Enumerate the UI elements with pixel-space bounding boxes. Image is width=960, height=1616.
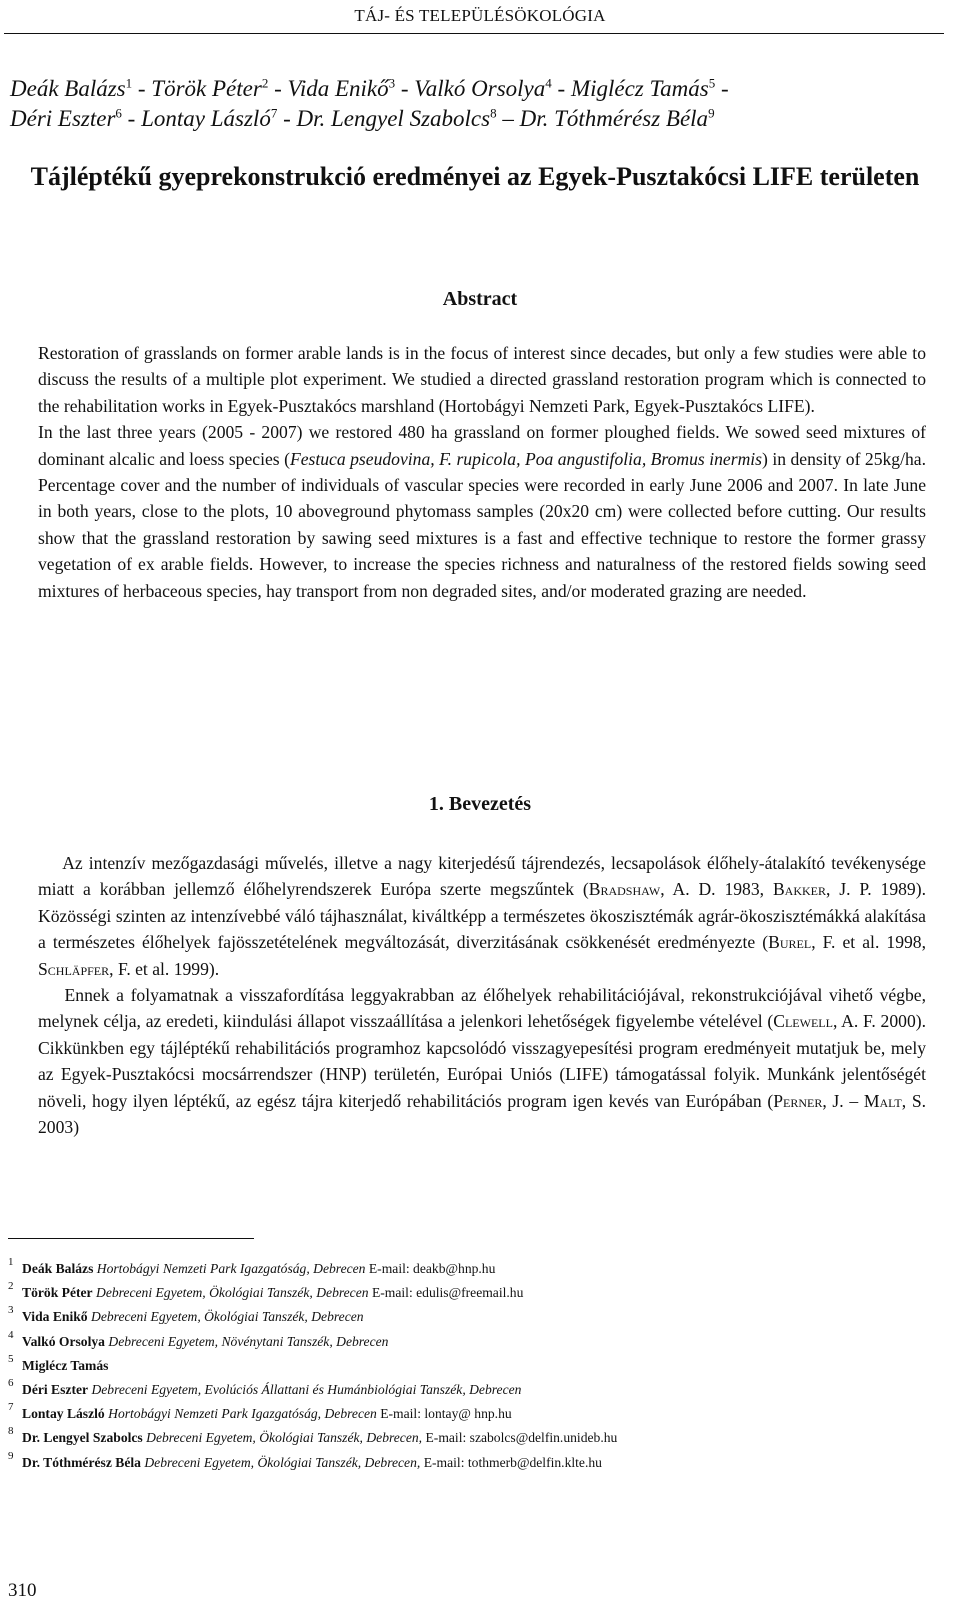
footnote: 7 Lontay László Hortobágyi Nemzeti Park Igazgatóság, Debrecen E-mail: lontay@ hnp.hu (8, 1401, 512, 1422)
footnotes (8, 1257, 908, 1475)
running-head: TÁJ- ÉS TELEPÜLÉSÖKOLÓGIA (354, 6, 606, 25)
citation-author: Bakker (772, 879, 827, 900)
footnote: 2 Török Péter Debreceni Egyetem, Ökológiai Tanszék, Debrecen E-mail: edulis@freemail.hu (8, 1280, 524, 1301)
author: Déri Eszter$^6$ - (10, 105, 142, 131)
author: Török Péter$^2$ - (151, 75, 288, 101)
footnote: 8 Dr. Lengyel Szabolcs Debreceni Egyetem, Ökológiai Tanszék, Debrecen, E-mail: szabolcs@delfin.unideb.hu (8, 1425, 618, 1446)
abstract-heading: Abstract (442, 288, 518, 310)
paper-title: Tájléptékű gyeprekonstrukció eredményei az Egyek-Pusztakócsi LIFE területen (30, 162, 920, 191)
author: Dr. Lengyel Szabolcs$^8$ – (296, 105, 520, 131)
author: Miglécz Tamás$^5$ - (570, 75, 729, 101)
author: Valkó Orsolya$^4$ - (414, 75, 571, 101)
citation-author: Schläpfer (38, 958, 110, 979)
footnote: 4 Valkó Orsolya Debreceni Egyetem, Növénytani Tanszék, Debrecen (8, 1328, 389, 1349)
header-rule (4, 33, 944, 34)
body-paragraph: Ennek a folyamatnak a visszafordítása leggyakrabban az élőhelyek rehabilitációjával, rekonstrukciójával vihető végbe, melynek célja, az eredeti, kiindulási állapot visszaállítása a jelenkori lehetőségek figyelembe vételével (Clewell, A. F. 2000). Cikkünkben egy tájléptékű rehabilitációs programhoz kapcsolódó visszagyepesítési program eredményeit mutatjuk be, mely az Egyek-Pusztakócsi mocsárrendszer (HNP) területén, Európai Uniós (LIFE) támogatással folyik. Munkánk jelentőségét növeli, hogy ilyen léptékű, az egész tájra kiterjedő rehabilitációs program igen kevés van Európában (Perner, J. – Malt, S. 2003) (38, 985, 927, 1138)
footnote-rule (8, 1238, 254, 1239)
author: Lontay László$^7$ - (141, 105, 297, 131)
footnote: 1 Deák Balázs Hortobágyi Nemzeti Park Igazgatóság, Debrecen E-mail: deakb@hnp.hu (8, 1256, 496, 1276)
abstract-paragraph: Restoration of grasslands on former arable lands is in the focus of interest since decades, but only a few studies were able to discuss the results of a multiple plot experiment. We studied a directed grassland restoration program which is connected to the rehabilitation works in Egyek-Pusztakócs marshland (Hortobágyi Nemzeti Park, Egyek-Pusztakócs LIFE). (38, 343, 926, 416)
author-list (10, 74, 940, 134)
body-paragraph: Az intenzív mezőgazdasági művelés, illetve a nagy kiterjedésű tájrendezés, lecsapolások élőhely-átalakító tevékenysége miatt a korábban jellemző élőhelyrendszerek Európa szerte megszűntek (Bradshaw, A. D. 1983, Bakker, J. P. 1989). Közösségi szinten az intenzívebbé váló tájhasználat, kiváltképp a természetes ökoszisztémák agrár-ökoszisztémákká alakítása a természetes élőhelyek fajösszetételének megváltozását, diverzitásának csökkenését eredményezte (Burel, F. et al. 1998, Schläpfer, F. et al. 1999). (38, 853, 926, 979)
citation-author: Clewell (773, 1011, 833, 1032)
citation-author: Burel (768, 932, 812, 953)
footnote: 3 Vida Enikő Debreceni Egyetem, Ökológiai Tanszék, Debrecen (8, 1304, 364, 1325)
species-list: Festuca pseudovina, F. rupicola, Poa angustifolia, Bromus inermis (289, 448, 763, 469)
citation-author: Bradshaw (588, 879, 661, 900)
introduction-text (38, 850, 926, 1140)
citation-author: Perner (773, 1090, 823, 1111)
footnote: 6 Déri Eszter Debreceni Egyetem, Evolúciós Állattani és Humánbiológiai Tanszék, Debrecen (8, 1377, 522, 1398)
author: Dr. Tóthmérész Béla$^9$ (519, 105, 715, 131)
author: Deák Balázs$^1$ - (10, 75, 152, 101)
citation-author: Malt (863, 1090, 902, 1111)
section-heading: 1. Bevezetés (428, 793, 532, 815)
footnote: 9 Dr. Tóthmérész Béla Debreceni Egyetem, Ökológiai Tanszék, Debrecen, E-mail: tothmerb@delfin.klte.hu (8, 1449, 602, 1470)
abstract-paragraph: In the last three years (2005 - 2007) we restored 480 ha grassland on former ploughed fields. We sowed seed mixtures of dominant alcalic and loess species (Festuca pseudovina, F. rupicola, Poa angustifolia, Bromus inermis) in density of 25kg/ha. Percentage cover and the number of individuals of vascular species were recorded in early June 2006 and 2007. In late June in both years, close to the plots, 10 aboveground phytomass samples (20x20 cm) were collected before cutting. Our results show that the grassland restoration by sawing seed mixtures is a fast and effective technique to restore the former grassy vegetation of ex arable fields. However, to increase the species richness and naturalness of the restored fields sowing seed mixtures of herbaceous species, hay transport from non degraded sites, and/or moderated grazing are needed. (38, 422, 927, 601)
author: Vida Enikő$^3$ - (287, 75, 415, 101)
abstract-text (38, 340, 926, 604)
footnote: 5 Miglécz Tamás (8, 1352, 109, 1373)
page-number: 310 (8, 1580, 37, 1601)
